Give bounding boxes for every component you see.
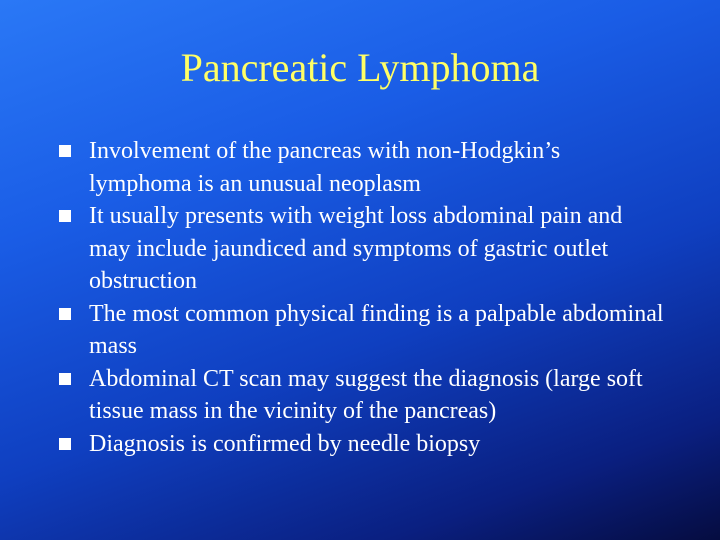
bullet-list (56, 135, 666, 460)
square-bullet-icon (59, 210, 71, 222)
list-item (56, 200, 666, 298)
bullet-text: The most common physical finding is a palpable abdominal mass (89, 300, 664, 359)
list-item (56, 298, 666, 363)
list-item (56, 135, 666, 200)
square-bullet-icon (59, 145, 71, 157)
slide-title: Pancreatic Lymphoma (180, 45, 540, 90)
bullet-text: Diagnosis is confirmed by needle biopsy (89, 430, 481, 457)
list-item (56, 363, 666, 428)
bullet-text: Involvement of the pancreas with non-Hodgkin’s lymphoma is an unusual neoplasm (89, 138, 561, 197)
bullet-text: It usually presents with weight loss abdominal pain and may include jaundiced and symptoms of gastric outlet obstruction (89, 203, 623, 294)
bullet-text: Abdominal CT scan may suggest the diagnosis (large soft tissue mass in the vicinity of the pancreas) (89, 365, 643, 424)
square-bullet-icon (59, 373, 71, 385)
square-bullet-icon (59, 438, 71, 450)
square-bullet-icon (59, 308, 71, 320)
list-item (56, 428, 666, 461)
